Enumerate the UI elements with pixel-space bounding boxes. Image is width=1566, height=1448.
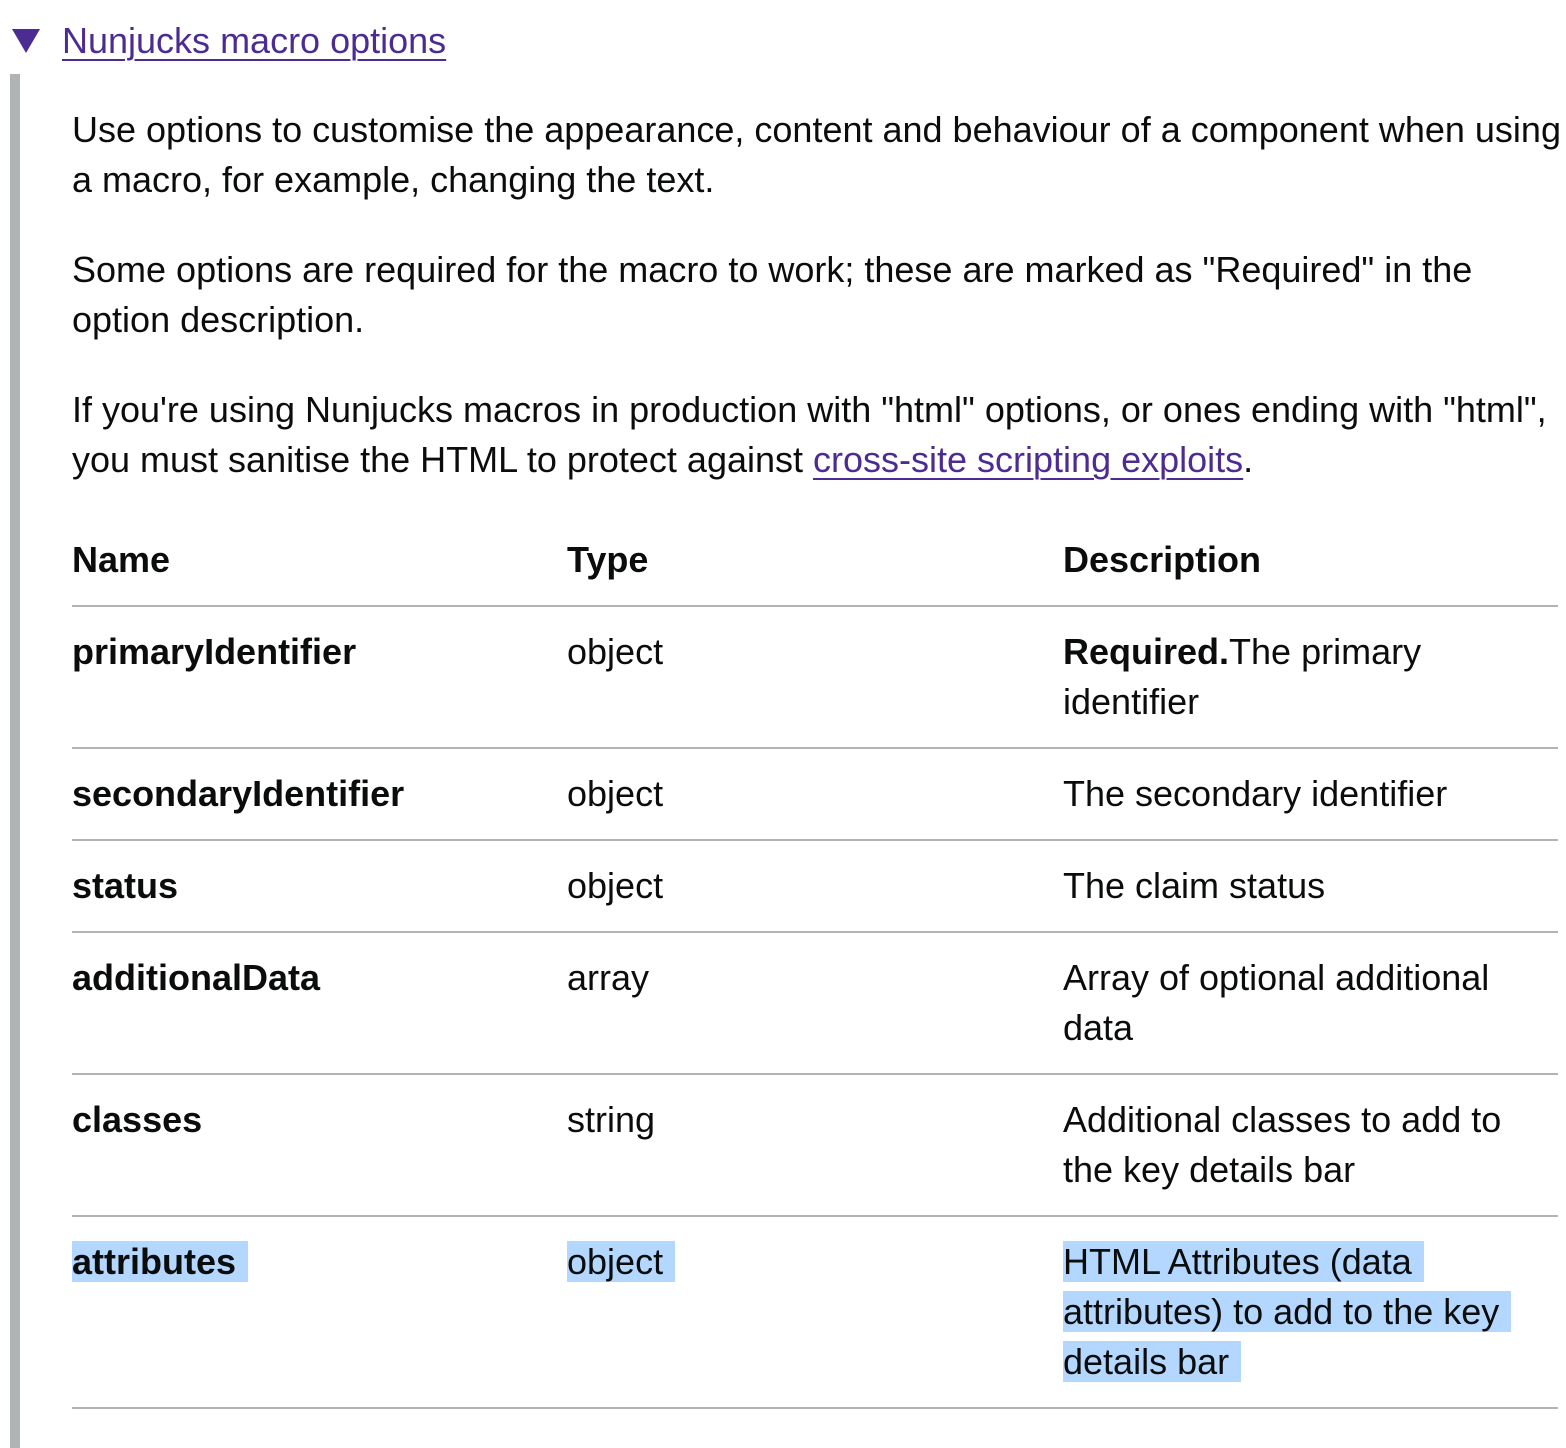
table-header-row bbox=[72, 535, 1558, 606]
intro-paragraph-1: Use options to customise the appearance, content and behaviour of a component when using a macro, for example, changing the text. bbox=[72, 109, 1561, 200]
selected-option-type: object bbox=[567, 1241, 675, 1282]
details-content bbox=[72, 105, 1566, 1409]
option-description: The claim status bbox=[1063, 840, 1558, 932]
selected-option-name: attributes bbox=[72, 1241, 248, 1282]
option-name bbox=[72, 1216, 567, 1408]
option-description: Additional classes to add to the key details bar bbox=[1063, 1074, 1558, 1216]
xss-exploits-link[interactable]: cross-site scripting exploits bbox=[813, 439, 1244, 480]
option-description bbox=[1063, 606, 1558, 748]
option-type: array bbox=[567, 932, 1063, 1074]
selected-option-description: HTML Attributes (data attributes) to add to the key details bar bbox=[1063, 1241, 1511, 1382]
table-row-selected bbox=[72, 1216, 1558, 1408]
triangle-down-icon[interactable] bbox=[12, 29, 40, 53]
option-description: The secondary identifier bbox=[1063, 748, 1558, 840]
intro-paragraph-3-end: . bbox=[1243, 439, 1254, 480]
table-row bbox=[72, 606, 1558, 748]
option-type: object bbox=[567, 840, 1063, 932]
table-row bbox=[72, 1074, 1558, 1216]
details-summary[interactable] bbox=[12, 16, 446, 66]
option-name: additionalData bbox=[72, 932, 567, 1074]
option-type: object bbox=[567, 748, 1063, 840]
option-name: classes bbox=[72, 1074, 567, 1216]
details-body bbox=[10, 74, 1566, 1448]
table-row bbox=[72, 932, 1558, 1074]
column-header-name: Name bbox=[72, 535, 567, 606]
option-description: Array of optional additional data bbox=[1063, 932, 1558, 1074]
option-name: secondaryIdentifier bbox=[72, 748, 567, 840]
option-type: object bbox=[567, 606, 1063, 748]
column-header-type: Type bbox=[567, 535, 1063, 606]
column-header-description: Description bbox=[1063, 535, 1558, 606]
options-table bbox=[72, 535, 1558, 1409]
required-label: Required. bbox=[1063, 631, 1230, 672]
option-type bbox=[567, 1216, 1063, 1408]
option-name: primaryIdentifier bbox=[72, 606, 567, 748]
table-row bbox=[72, 748, 1558, 840]
intro-paragraph-3-text: If you're using Nunjucks macros in production with "html" options, or ones ending with "html", you must sanitise the HTML to protect against bbox=[72, 389, 1547, 480]
option-description bbox=[1063, 1216, 1558, 1408]
option-description-text: The primary identifier bbox=[1063, 631, 1422, 722]
option-name: status bbox=[72, 840, 567, 932]
intro-paragraph-3 bbox=[72, 385, 1566, 485]
option-type: string bbox=[567, 1074, 1063, 1216]
details-summary-link[interactable]: Nunjucks macro options bbox=[62, 20, 447, 61]
intro-paragraph-2: Some options are required for the macro to work; these are marked as "Required" in the option description. bbox=[72, 249, 1473, 340]
table-row bbox=[72, 840, 1558, 932]
